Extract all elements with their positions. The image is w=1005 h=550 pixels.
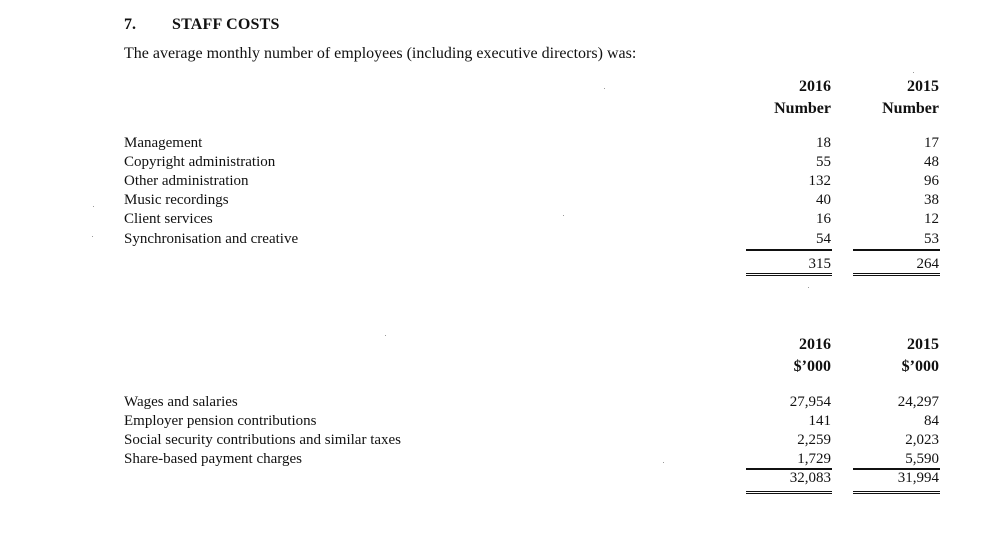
employees-row-label: Copyright administration [124, 154, 276, 170]
employees-row-value-2016: 132 [808, 173, 831, 189]
employees-header-2016 [774, 76, 831, 120]
costs-header-2016-unit: $’000 [793, 358, 831, 375]
employees-row-value-2016: 55 [816, 154, 831, 170]
costs-row-value-2016: 141 [808, 413, 831, 429]
employees-total-rule-2015 [853, 273, 940, 276]
costs-row-value-2015: 24,297 [897, 394, 939, 410]
costs-row-value-2016: 1,729 [797, 451, 831, 467]
costs-row-label: Wages and salaries [124, 394, 238, 410]
costs-row-value-2016: 27,954 [789, 394, 831, 410]
section-title: STAFF COSTS [172, 16, 280, 33]
costs-header-2015 [902, 334, 939, 378]
employees-row-label: Other administration [124, 173, 249, 189]
employees-row-label: Synchronisation and creative [124, 231, 299, 247]
employees-row-value-2016: 16 [816, 211, 831, 227]
costs-total-2016: 32,083 [789, 470, 831, 486]
employees-row-label: Management [124, 135, 203, 151]
costs-row-value-2016: 2,259 [797, 432, 831, 448]
costs-row-value-2015: 5,590 [905, 451, 939, 467]
employees-row-value-2016: 18 [816, 135, 831, 151]
costs-row-label: Share-based payment charges [124, 451, 302, 467]
costs-total-rule-2015 [853, 491, 940, 494]
employees-row-label: Client services [124, 211, 213, 227]
scan-speck [913, 72, 914, 73]
costs-header-2015-year: 2015 [907, 336, 939, 353]
costs-total-2015: 31,994 [897, 470, 939, 486]
employees-row-label: Music recordings [124, 192, 229, 208]
scan-speck [663, 462, 664, 463]
scan-speck [563, 215, 564, 216]
employees-total-2015: 264 [916, 256, 939, 272]
employees-header-2015-unit: Number [882, 100, 939, 117]
employees-row-value-2015: 96 [924, 173, 939, 189]
employees-row-value-2015: 12 [924, 211, 939, 227]
costs-row-label: Social security contributions and similar taxes [124, 432, 402, 448]
costs-row-value-2015: 84 [924, 413, 939, 429]
employees-row-value-2016: 54 [816, 231, 831, 247]
scan-speck [385, 335, 386, 336]
employees-subtotal-rule-2016 [746, 249, 832, 251]
costs-total-rule-2016 [746, 491, 832, 494]
costs-header-2016-year: 2016 [799, 336, 831, 353]
scan-speck [93, 206, 94, 207]
costs-header-2016 [794, 334, 831, 378]
employees-row-value-2016: 40 [816, 192, 831, 208]
employees-subtotal-rule-2015 [853, 249, 940, 251]
employees-row-value-2015: 48 [924, 154, 939, 170]
employees-row-value-2015: 38 [924, 192, 939, 208]
employees-row-value-2015: 53 [924, 231, 939, 247]
scan-speck [808, 287, 809, 288]
costs-row-label: Employer pension contributions [124, 413, 317, 429]
employees-row-value-2015: 17 [924, 135, 939, 151]
employees-header-2016-year: 2016 [799, 78, 831, 95]
section-number: 7. [124, 16, 136, 33]
employees-header-2015-year: 2015 [907, 78, 939, 95]
costs-row-value-2015: 2,023 [905, 432, 939, 448]
employees-total-2016: 315 [808, 256, 831, 272]
employees-header-2015 [882, 76, 939, 120]
employees-total-rule-2016 [746, 273, 832, 276]
costs-header-2015-unit: $’000 [901, 358, 939, 375]
employees-header-2016-unit: Number [774, 100, 831, 117]
scan-speck [604, 88, 605, 89]
scan-speck [92, 236, 93, 237]
intro-text: The average monthly number of employees (including executive directors) was: [124, 45, 637, 62]
